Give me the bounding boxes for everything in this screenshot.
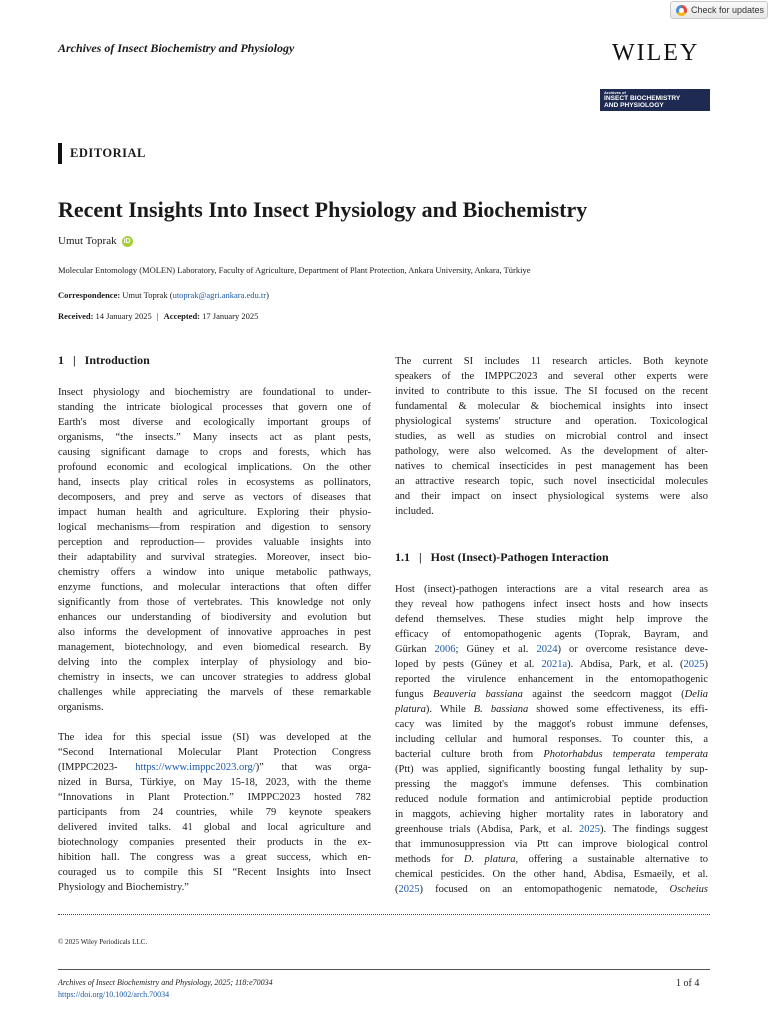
text-line: Earth's most diverse and ecologically important groups of (58, 417, 371, 428)
text-line: reported the virulence enhancement in the entomopathogenic (395, 674, 708, 685)
heading-separator: | (419, 550, 422, 564)
species-name: B. bassiana (473, 704, 529, 715)
correspondence-name: Umut Toprak (122, 290, 168, 300)
text-line: chemistry offers a window into unique metabolic pathways, (58, 567, 371, 578)
text-line: impact human health and agriculture. Exploring their physio- (58, 507, 371, 518)
orcid-icon[interactable]: iD (123, 237, 131, 245)
text-fragment: greenhouse trials (Abdisa, Park, et al. (395, 824, 579, 835)
check-for-updates-button[interactable] (670, 1, 768, 19)
article-dates (58, 311, 258, 321)
text-fragment: against the seedcorn maggot ( (522, 689, 685, 700)
section-heading-introduction (58, 353, 150, 368)
received-label: Received: (58, 311, 94, 321)
text-line: included. (395, 506, 434, 517)
affiliation: Molecular Entomology (MOLEN) Laboratory, Faculty of Agriculture, Department of Plant Protection, Ankara University, Ankara, Türkiye (58, 265, 531, 275)
text-line (395, 657, 708, 672)
text-fragment: methods for (395, 854, 464, 865)
text-line (395, 687, 708, 702)
text-line: organisms, “the insects.” Many insects act as plant pests, (58, 432, 371, 443)
species-name: Delia (684, 689, 708, 700)
text-line (395, 747, 708, 762)
text-fragment: fungus (395, 689, 433, 700)
received-date: 14 January 2025 (95, 311, 152, 321)
section-heading-host-pathogen (395, 550, 609, 565)
text-line: physiological systems' structure and operation. Toxicological (395, 416, 708, 427)
citation-link[interactable]: 2025 (398, 884, 420, 895)
text-line (395, 882, 708, 897)
correspondence-close: ) (266, 290, 269, 300)
text-line: (Ptt) was applied, significantly boosting fungal lethality by sup- (395, 764, 708, 775)
text-fragment: ( (395, 884, 399, 895)
text-line: speakers of the IMPPC2023 and several other experts were (395, 371, 708, 382)
text-line: efficacy of entomopathogenic agents (Toprak, Bayram, and (395, 629, 708, 640)
correspondence-open: ( (169, 290, 173, 300)
author-name[interactable]: Umut Toprak (58, 235, 117, 247)
text-line: that immunosuppression via Ptt can improve biological control (395, 839, 708, 850)
text-line: including cellular and humoral responses. To counter this, a (395, 734, 708, 745)
journal-name-header: Archives of Insect Biochemistry and Physiology (58, 41, 295, 55)
accepted-date: 17 January 2025 (202, 311, 259, 321)
check-for-updates-label: Check for updates (691, 5, 765, 15)
journal-badge-small: Archives of (604, 90, 626, 95)
text-line: also informs the development of innovative approaches in pest (58, 627, 371, 638)
text-line: chemical pesticides. On the other hand, Abdisa, Esmaeily, et al. (395, 869, 708, 880)
intro-paragraph-2 (58, 730, 371, 895)
dates-separator: | (156, 311, 159, 321)
species-name: Photorhabdus temperata temperata (543, 749, 708, 760)
text-line: defend themselves. These studies might help improve the (395, 614, 708, 625)
text-line: significantly from those of vertebrates. This knowledge not only (58, 597, 371, 608)
footer-rule (58, 969, 710, 970)
heading-number: 1.1 (395, 550, 410, 564)
heading-text: Introduction (84, 353, 150, 367)
current-si-paragraph (395, 354, 708, 519)
journal-badge-line1: INSECT BIOCHEMISTRY (604, 95, 681, 102)
text-line: challenges while appreciating the marvels of these remarkable (58, 687, 371, 698)
correspondence-email-link[interactable]: utoprak@agri.ankara.edu.tr (172, 290, 267, 300)
text-line: they reveal how pathogens infect insect hosts and how insects (395, 599, 708, 610)
citation-link[interactable]: 2025 (578, 824, 600, 835)
correspondence-label: Correspondence: (58, 290, 121, 300)
journal-badge-line2: AND PHYSIOLOGY (604, 102, 664, 109)
text-line: Insect physiology and biochemistry are foundational to under- (58, 387, 371, 398)
text-line: delivered invited talks. 41 global and local agriculture and (58, 822, 371, 833)
text-fragment: ) or overcome resistance deve- (557, 644, 708, 655)
text-line: cacy was limited by the maggot's robust immune defenses, (395, 719, 708, 730)
text-line: Host (insect)-pathogen interactions are a vital research area as (395, 584, 708, 595)
text-fragment: ). The findings suggest (599, 824, 708, 835)
text-line: The idea for this special issue (SI) was developed at the (58, 732, 371, 743)
text-fragment: ). Abdisa, Park, et al. ( (567, 659, 684, 670)
text-line (395, 822, 708, 837)
text-line (395, 642, 708, 657)
footnote-divider (58, 914, 710, 915)
text-line: decomposers, and prey and serve as vectors of diseases that (58, 492, 371, 503)
publisher-logo: WILEY (612, 40, 700, 66)
text-line: studies, as well as studies on microbial control and insect (395, 431, 708, 442)
text-fragment: )” that was orga- (255, 762, 371, 773)
text-line: participants from 24 countries, while 79 keynote speakers (58, 807, 371, 818)
text-fragment: bacterial culture broth from (395, 749, 544, 760)
text-line (395, 852, 708, 867)
text-fragment: ). While (425, 704, 474, 715)
text-fragment: loped by pests (Güney et al. (395, 659, 542, 670)
text-line: organisms. (58, 702, 104, 713)
text-fragment: ) (704, 659, 708, 670)
citation-link[interactable]: 2025 (683, 659, 705, 670)
text-line: “Innovations in Plant Protection.” IMPPC2023 hosted 782 (58, 792, 371, 803)
intro-paragraph-1 (58, 385, 371, 715)
text-line: standing the intricate biological processes that govern one of (58, 402, 371, 413)
text-fragment: , offering a sustainable alternative to (515, 854, 708, 865)
text-fragment: (IMPPC2023- (58, 762, 136, 773)
author-line (58, 235, 133, 247)
text-line: an attractive research topic, such novel insecticidal molecules (395, 476, 708, 487)
text-line: management, biotechnology, and even biomedical research. By (58, 642, 371, 653)
text-line: their adaptability and survival strategies. Moreover, insect bio- (58, 552, 371, 563)
text-line: hibition hall. The congress was a great success, which en- (58, 852, 371, 863)
text-line (395, 702, 708, 717)
accepted-label: Accepted: (163, 311, 201, 321)
text-fragment: ; Güney et al. (455, 644, 537, 655)
footer-citation: Archives of Insect Biochemistry and Physiology, 2025; 118:e70034 (58, 978, 273, 987)
article-title: Recent Insights Into Insect Physiology and Biochemistry (58, 197, 588, 222)
citation-link[interactable]: 2006 (434, 644, 456, 655)
text-line: biotechnology companies presented their products in the ex- (58, 837, 371, 848)
section-tag: EDITORIAL (58, 143, 146, 164)
text-fragment: showed some effectiveness, its effi- (528, 704, 708, 715)
text-line: profound economic and ecological implications. On the other (58, 462, 371, 473)
heading-separator: | (73, 353, 76, 367)
text-line: Physiology and Biochemistry.” (58, 882, 189, 893)
species-name: D. platura (463, 854, 516, 865)
journal-badge (600, 89, 710, 111)
text-line: reduced nodule formation and antimicrobial peptide production (395, 794, 708, 805)
text-line: pressing the maggot's immune defenses. This combination (395, 779, 708, 790)
text-line: natives to chemical insecticides in pest management has been (395, 461, 708, 472)
text-line: enhances our understanding of biodiversity and evolution but (58, 612, 371, 623)
text-line: and their impact on insect physiological systems were also (395, 491, 708, 502)
page-number: 1 of 4 (676, 978, 700, 989)
heading-text: Host (Insect)-Pathogen Interaction (430, 550, 609, 564)
text-fragment: ) focused on an entomopathogenic nematode, (419, 884, 670, 895)
heading-number: 1 (58, 353, 64, 367)
text-line: pathology, were also welcomed. As the development of alter- (395, 446, 708, 457)
text-line (58, 760, 371, 775)
citation-link[interactable]: 2024 (536, 644, 558, 655)
text-line: “Second International Molecular Plant Protection Congress (58, 747, 371, 758)
copyright-notice: © 2025 Wiley Periodicals LLC. (58, 938, 148, 946)
correspondence (58, 290, 269, 300)
text-line: hand, insects play critical roles in ecosystems as pollinators, (58, 477, 371, 488)
species-name: Oscheius (669, 884, 708, 895)
text-line: nized in Bursa, Türkiye, on May 15-18, 2023, with the theme (58, 777, 371, 788)
species-name: Beauveria bassiana (432, 689, 523, 700)
text-line: enzyme functions, and molecular interactions that often differ (58, 582, 371, 593)
text-line: The current SI includes 11 research articles. Both keynote (395, 356, 708, 367)
citation-link[interactable]: 2021a (541, 659, 568, 670)
text-line: delving into the complex interplay of physiology and bio- (58, 657, 371, 668)
text-line: invited to contribute to this issue. The SI focused on the recent (395, 386, 708, 397)
text-fragment: Gürkan (395, 644, 435, 655)
text-line: causing significant damage to crops and forests, which has (58, 447, 371, 458)
congress-url-link[interactable]: https://www.imppc2023.org/ (135, 762, 256, 773)
doi-link[interactable]: https://doi.org/10.1002/arch.70034 (58, 990, 170, 999)
text-line: couraged us to compile this SI “Recent Insights into Insect (58, 867, 371, 878)
host-pathogen-paragraph (395, 582, 708, 897)
text-line: perception and reproduction— provides valuable insights into (58, 537, 371, 548)
text-line: logical mechanisms—from respiration and digestion to sensory (58, 522, 371, 533)
text-line: chemistry in insects, we can uncover strategies to address global (58, 672, 371, 683)
text-line: in maggots, achieving higher mortality rates in laboratory and (395, 809, 708, 820)
paragraph-lines (58, 775, 371, 895)
species-name: platura (395, 704, 426, 715)
text-line: fundamental & molecular & biochemical insights into insect (395, 401, 708, 412)
crossmark-icon (676, 5, 687, 16)
